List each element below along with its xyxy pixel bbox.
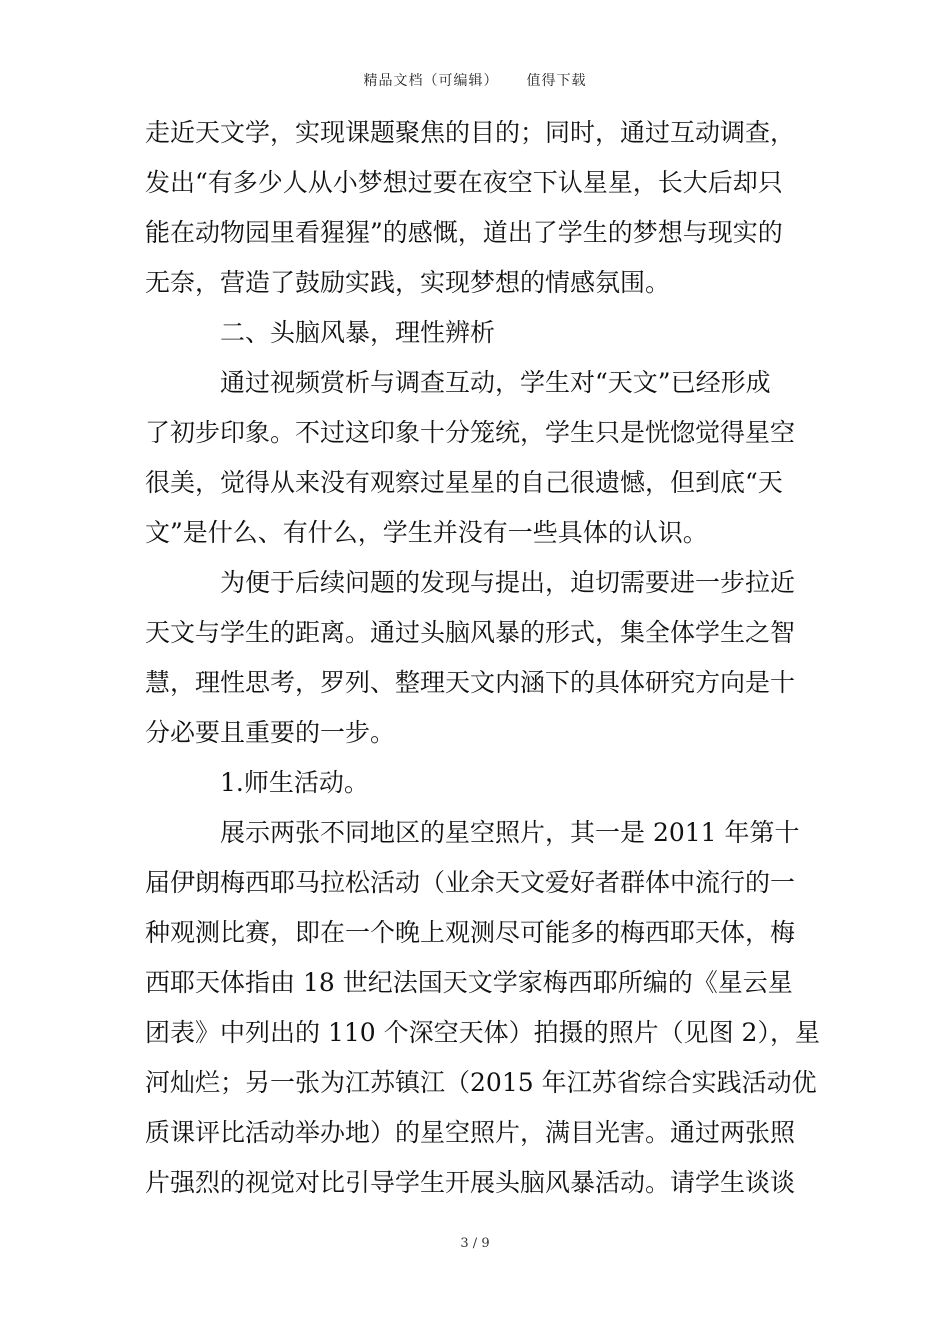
body-line: 质课评比活动举办地）的星空照片，满目光害。通过两张照 [145, 1118, 796, 1147]
body-line: 慧，理性思考，罗列、整理天文内涵下的具体研究方向是十 [145, 668, 796, 697]
body-line: 天文与学生的距离。通过头脑风暴的形式，集全体学生之智 [145, 618, 796, 647]
body-line: 能在动物园里看猩猩”的感慨，道出了学生的梦想与现实的 [145, 218, 783, 247]
body-line: 河灿烂；另一张为江苏镇江（2015 年江苏省综合实践活动优 [145, 1068, 817, 1097]
paragraph-start: 通过视频赏析与调查互动，学生对“天文”已经形成 [220, 368, 771, 397]
body-line: 西耶天体指由 18 世纪法国天文学家梅西耶所编的《星云星 [145, 968, 793, 997]
body-line: 很美，觉得从来没有观察过星星的自己很遗憾，但到底“天 [145, 468, 783, 497]
page-footer [0, 1236, 950, 1251]
page-number: 3 / 9 [460, 1236, 490, 1251]
body-line: 届伊朗梅西耶马拉松活动（业余天文爱好者群体中流行的一 [145, 868, 796, 897]
body-line: 团表》中列出的 110 个深空天体）拍摄的照片（见图 2），星 [145, 1018, 820, 1047]
paragraph-start: 展示两张不同地区的星空照片，其一是 2011 年第十 [220, 818, 800, 847]
subsection-heading: 1.师生活动。 [220, 768, 369, 797]
paragraph-start: 为便于后续问题的发现与提出，迫切需要进一步拉近 [220, 568, 796, 597]
body-line: 发出“有多少人从小梦想过要在夜空下认星星，长大后却只 [145, 168, 783, 197]
body-line: 无奈，营造了鼓励实践，实现梦想的情感氛围。 [145, 268, 671, 297]
header-download-note: 值得下载 [526, 73, 587, 89]
body-line: 文”是什么、有什么，学生并没有一些具体的认识。 [145, 518, 708, 547]
header-title: 精品文档（可编辑） [363, 73, 499, 89]
body-line: 分必要且重要的一步。 [145, 718, 396, 747]
body-line: 片强烈的视觉对比引导学生开展头脑风暴活动。请学生谈谈 [145, 1168, 796, 1197]
section-heading: 二、头脑风暴，理性辨析 [220, 318, 496, 347]
page-header [0, 70, 950, 90]
body-line: 了初步印象。不过这印象十分笼统，学生只是恍惚觉得星空 [145, 418, 796, 447]
body-line: 种观测比赛，即在一个晚上观测尽可能多的梅西耶天体，梅 [145, 918, 796, 947]
body-line: 走近天文学，实现课题聚焦的目的；同时，通过互动调查， [145, 118, 796, 147]
document-body [145, 108, 820, 1208]
